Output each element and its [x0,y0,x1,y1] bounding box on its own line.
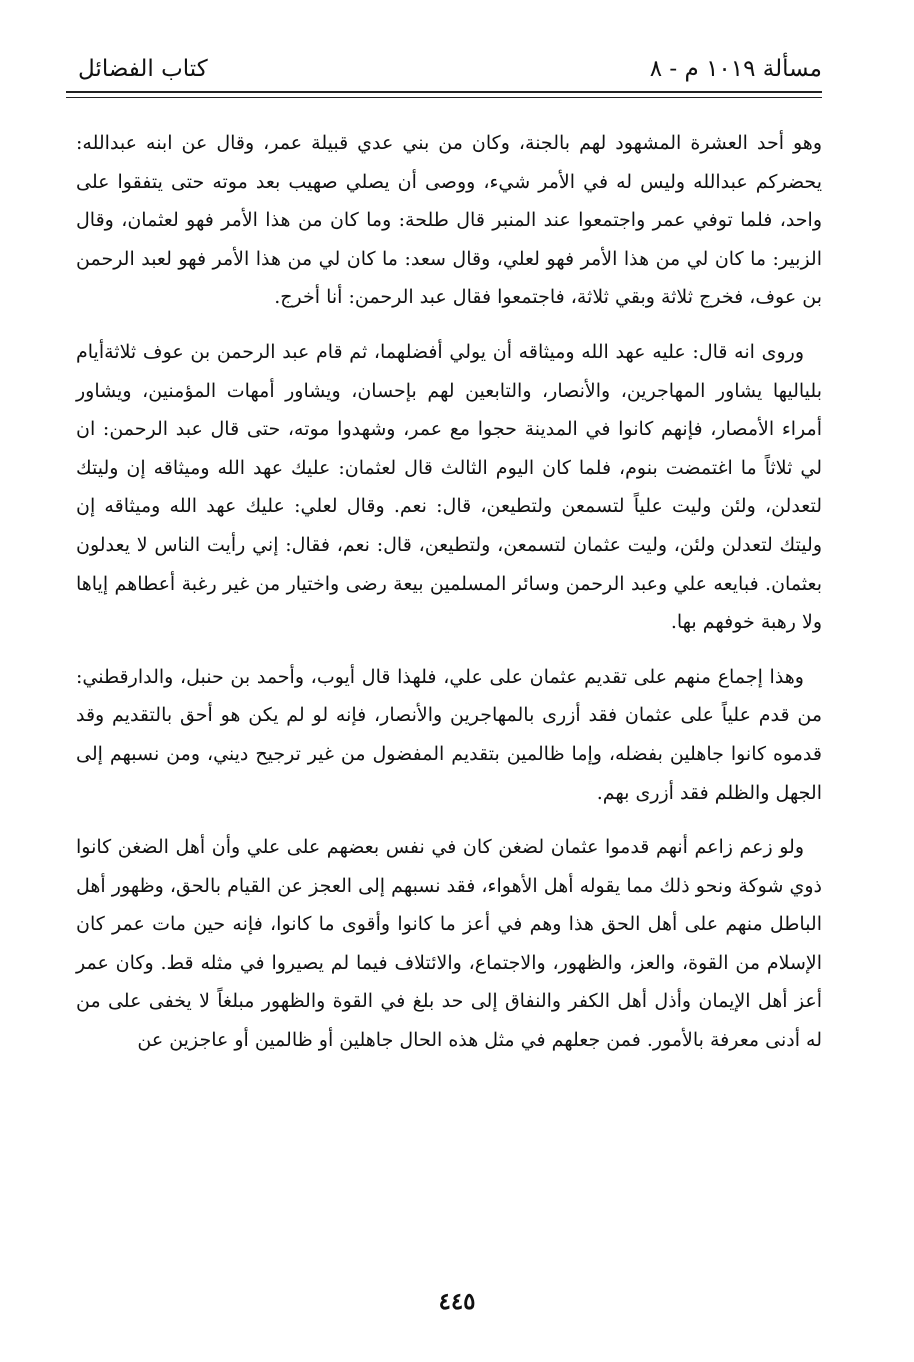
running-title: كتاب الفضائل [78,56,208,82]
paragraph: وهذا إجماع منهم على تقديم عثمان على علي، فلهذا قال أيوب، وأحمد بن حنبل، والدارقطني: من قدم علياً على عثمان فقد أزرى بالمهاجرين والأنصار، فإنه لو لم يكن هو أحق بالتقديم وقد قدموه كانوا جاهلين بفضله، وإما ظالمين بتقديم المفضول من غير ترجيح ديني، ومن نسبهم إلى الجهل والظلم فقد أزرى بهم. [76,665,822,804]
body-text [76,124,822,1060]
paragraph: ولو زعم زاعم أنهم قدموا عثمان لضغن كان في نفس بعضهم على علي وأن أهل الضغن كانوا ذوي شوكة ونحو ذلك مما يقوله أهل الأهواء، فقد نسبهم إلى العجز عن القيام بالحق، وظهور أهل الباطل منهم على أهل الحق هذا وهم في أعز ما كانوا وأقوى ما كانوا، فإنه حين مات عمر كان الإسلام من القوة، والعز، والظهور، والاجتماع، والائتلاف فيما لم يصيروا في مثله قط. وكان عمر أعز أهل الإيمان وأذل أهل الكفر والنفاق إلى حد بلغ في القوة والظهور مبلغاً لا يخفى على من له أدنى معرفة بالأمور. فمن جعلهم في مثل هذه الحال جاهلين أو ظالمين أو عاجزين عن [76,836,822,1052]
paragraph: وروى انه قال: عليه عهد الله وميثاقه أن يولي أفضلهما، ثم قام عبد الرحمن بن عوف ثلاثةأيام بلياليها يشاور المهاجرين، والأنصار، والتابعين لهم بإحسان، ويشاور أمهات المؤمنين، ويشاور أمراء الأمصار، فإنهم كانوا في المدينة حجوا مع عمر، وشهدوا موته، حتى قال عبد الرحمن: ان لي ثلاثاً ما اغتمضت بنوم، فلما كان اليوم الثالث قال لعثمان: عليك عهد الله وميثاقه إن وليتك لتعدلن، ولئن وليت علياً لتسمعن ولتطيعن، قال: نعم. وقال لعلي: عليك عهد الله وميثاقه إن وليتك لتعدلن ولئن، وليت عثمان لتسمعن، ولتطيعن، قال: نعم، فقال: إني رأيت الناس لا يعدلون بعثمان. فبايعه علي وعبد الرحمن وسائر المسلمين بيعة رضى واختيار من غير رغبة أعطاهم إياها ولا رهبة خوفهم بها. [76,340,822,634]
page-number: ٤٤٥ [438,1288,476,1315]
header-rule-thin [66,97,822,98]
header-rule-thick [66,91,822,93]
issue-reference: مسألة ١٠١٩ م - ٨ [649,56,822,82]
page-header [78,54,822,90]
paragraph: وهو أحد العشرة المشهود لهم بالجنة، وكان من بني عدي قبيلة عمر، وقال عن ابنه عبدالله: يحضركم عبدالله وليس له في الأمر شيء، ووصى أن يصلي صهيب بعد موته حتى يتفقوا على واحد، فلما توفي عمر واجتمعوا عند المنبر قال طلحة: وما كان من هذا الأمر فهو لعثمان، وقال الزبير: ما كان لي من هذا الأمر فهو لعلي، وقال سعد: ما كان لي من هذا الأمر فهو لعبد الرحمن بن عوف، فخرج ثلاثة وبقي ثلاثة، فاجتمعوا فقال عبد الرحمن: أنا أخرج. [76,132,822,309]
